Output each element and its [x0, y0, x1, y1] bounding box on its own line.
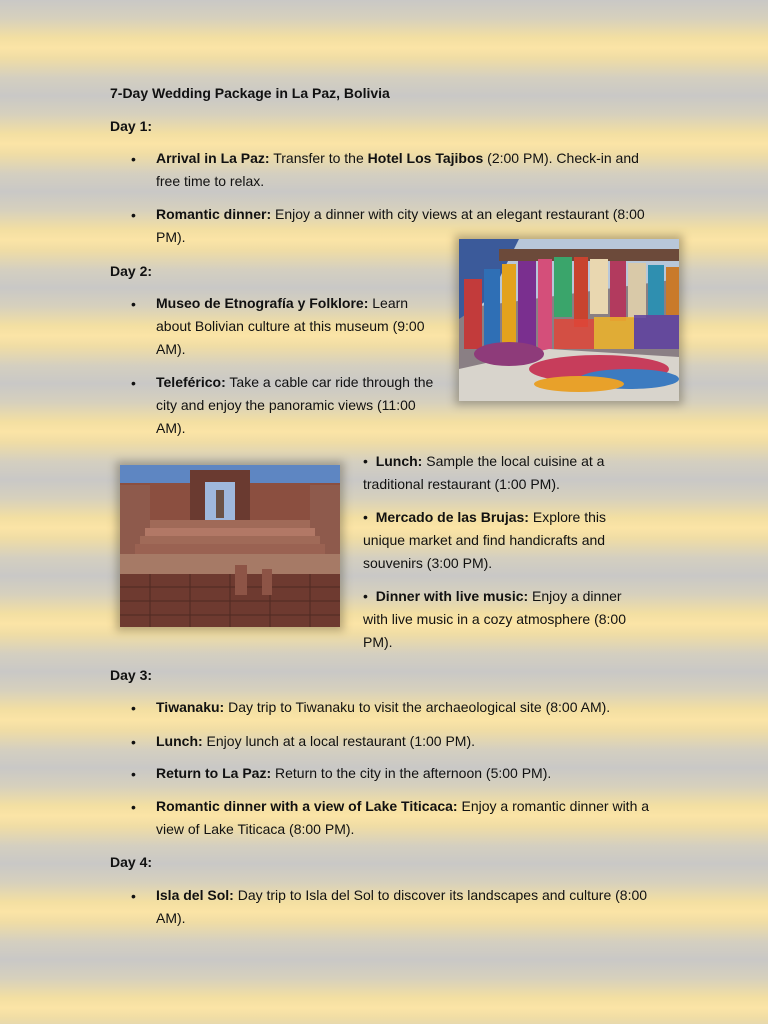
bullet: •: [131, 734, 136, 750]
hotel-name: Hotel Los Tajibos: [367, 150, 484, 166]
list-item: [156, 292, 436, 361]
bullet: •: [363, 509, 376, 525]
bullet: •: [131, 151, 136, 167]
item-title: Return to La Paz:: [156, 765, 272, 781]
item-title: Mercado de las Brujas:: [375, 509, 529, 525]
day-4-heading: Day 4:: [110, 854, 153, 870]
item-text: (2:00 PM). Check-in and free time to relax.: [156, 150, 639, 189]
bullet: •: [131, 888, 136, 904]
day-2-heading: Day 2:: [110, 263, 153, 279]
bullet: •: [131, 799, 136, 815]
item-text: Day trip to Isla del Sol to discover its landscapes and culture (8:00 AM).: [156, 887, 648, 926]
item-text: Learn about Bolivian culture at this museum (9:00 AM).: [156, 295, 425, 357]
list-item: [363, 450, 638, 496]
tiwanaku-illustration: [120, 465, 340, 627]
item-text: Transfer to the: [269, 150, 368, 166]
item-title: Lunch:: [156, 733, 203, 749]
item-text: Return to the city in the afternoon (5:00 PM).: [271, 765, 552, 781]
list-item: [156, 696, 676, 719]
list-item: [363, 585, 643, 654]
item-title: Arrival in La Paz:: [156, 150, 270, 166]
list-item: [363, 506, 638, 575]
item-title: Teleférico:: [156, 374, 226, 390]
bullet: •: [363, 453, 376, 469]
item-text: Enjoy a dinner with city views at an elegant restaurant (8:00 PM).: [156, 206, 645, 245]
bullet: •: [131, 700, 136, 716]
list-item: [156, 795, 666, 841]
item-text: Explore this unique market and find handicrafts and souvenirs (3:00 PM).: [363, 509, 607, 571]
market-photo: [459, 239, 679, 401]
item-text: Day trip to Tiwanaku to visit the archaeological site (8:00 AM).: [224, 699, 611, 715]
item-title: Isla del Sol:: [156, 887, 234, 903]
item-text: Take a cable car ride through the city and enjoy the panoramic views (11:00 AM).: [156, 374, 434, 436]
bullet: •: [131, 207, 136, 223]
list-item: [156, 371, 441, 440]
bullet: •: [131, 766, 136, 782]
list-item: [156, 762, 676, 785]
day-1-heading: Day 1:: [110, 118, 153, 134]
item-title: Romantic dinner with a view of Lake Titicaca:: [156, 798, 458, 814]
document-title: 7-Day Wedding Package in La Paz, Bolivia: [110, 85, 390, 101]
bullet: •: [131, 296, 136, 312]
item-text: Enjoy a romantic dinner with a view of Lake Titicaca (8:00 PM).: [156, 798, 650, 837]
item-title: Lunch:: [375, 453, 423, 469]
market-illustration: [459, 239, 679, 401]
item-title: Tiwanaku:: [156, 699, 225, 715]
item-text: Enjoy a dinner with live music in a cozy atmosphere (8:00 PM).: [363, 588, 626, 650]
item-title: Romantic dinner:: [156, 206, 272, 222]
list-item: [156, 147, 656, 193]
item-title: Dinner with live music:: [375, 588, 529, 604]
bullet: •: [363, 588, 376, 604]
item-text: Enjoy lunch at a local restaurant (1:00 PM).: [202, 733, 476, 749]
tiwanaku-photo: [120, 465, 340, 627]
bullet: •: [131, 375, 136, 391]
item-text: Sample the local cuisine at a traditional restaurant (1:00 PM).: [363, 453, 605, 492]
day-3-heading: Day 3:: [110, 667, 153, 683]
item-title: Museo de Etnografía y Folklore:: [156, 295, 369, 311]
list-item: [156, 884, 666, 930]
list-item: [156, 730, 676, 753]
